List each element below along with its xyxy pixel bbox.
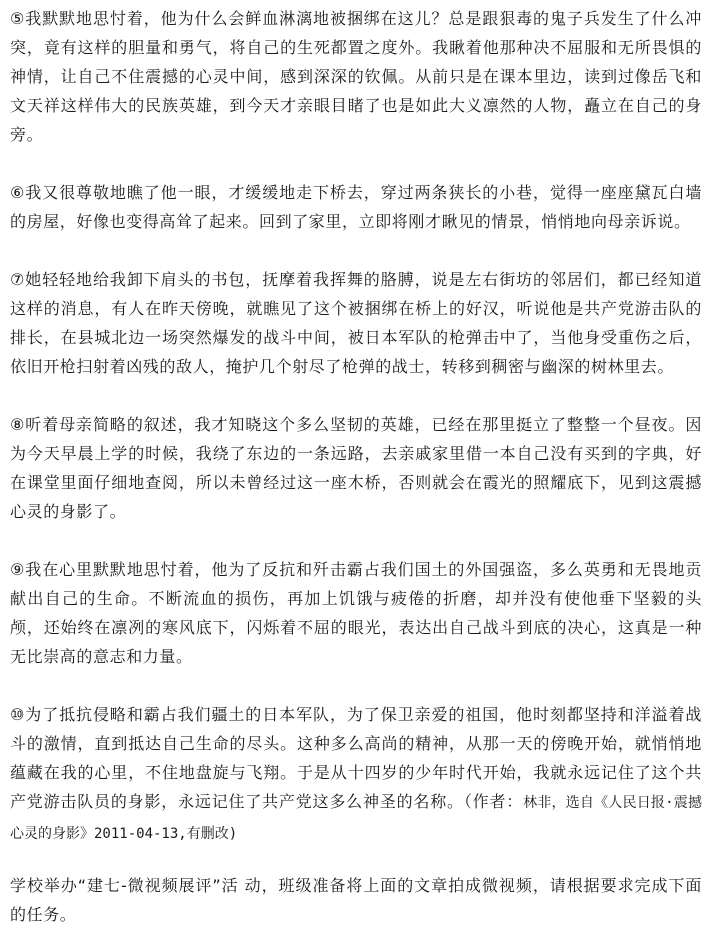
paragraph-6: ⑥我又很尊敬地瞧了他一眼，才缓缓地走下桥去，穿过两条狭长的小巷，觉得一座座黛瓦白墙的房屋，好像也变得高耸了起来。回到了家里，立即将刚才瞅见的情景，悄悄地向母亲诉说。: [10, 183, 702, 231]
paragraph-8: ⑧听着母亲简略的叙述，我才知晓这个多么坚韧的英雄，已经在那里挺立了整整一个昼夜。因为今天早晨上学的时候，我绕了东边的一条远路，去亲戚家里借一本自己没有买到的字典，好在课堂里面仔细地查阅，所以未曾经过这一座木桥，否则就会在霞光的照耀底下，见到这震撼心灵的身影了。: [10, 415, 702, 521]
paragraph-10: [10, 700, 702, 849]
paragraph-5: ⑤我默默地思忖着，他为什么会鲜血淋漓地被捆绑在这儿？总是跟狠毒的鬼子兵发生了什么冲突，竟有这样的胆量和勇气，将自己的生死都置之度外。我瞅着他那种决不屈服和无所畏惧的神情，让自己不住震撼的心灵中间，感到深深的钦佩。从前只是在课本里边，读到过像岳飞和文天祥这样伟大的民族英雄，到今天才亲眼目睹了也是如此大义凛然的人物，矗立在自己的身旁。: [10, 9, 702, 144]
paragraph-7: ⑦她轻轻地给我卸下肩头的书包，抚摩着我挥舞的胳膊，说是左右街坊的邻居们，都已经知道这样的消息，有人在昨天傍晚，就瞧见了这个被捆绑在桥上的好汉，听说他是共产党游击队的排长，在县城北边一场突然爆发的战斗中间，被日本军队的枪弹击中了，当他身受重伤之后，依旧开枪扫射着凶残的敌人，掩护几个射尽了枪弹的战士，转移到稠密与幽深的树林里去。: [10, 270, 702, 376]
task-intro: 学校举办“建七-微视频展评”活 动，班级准备将上面的文章拍成微视频，请根据要求完成下面的任务。: [10, 876, 702, 924]
paragraph-9: ⑨我在心里默默地思忖着，他为了反抗和歼击霸占我们国土的外国强盗，多么英勇和无畏地贡献出自己的生命。不断流血的损伤，再加上饥饿与疲倦的折磨，却并没有使他垂下坚毅的头颅，还始终在凛冽的寒风底下，闪烁着不屈的眼光，表达出自己战斗到底的决心，这真是一种无比崇高的意志和力量。: [10, 560, 702, 666]
article-byline: 林非，选自《人民日报·震撼心灵的身影》2011-04-13,有删改): [10, 795, 702, 842]
paragraph-10-body: ⑩为了抵抗侵略和霸占我们疆土的日本军队，为了保卫亲爱的祖国，他时刻都坚持和洋溢着战斗的激情，直到抵达自己生命的尽头。这种多么高尚的精神，从那一天的傍晚开始，就悄悄地蕴藏在我的心里，不住地盘旋与飞翔。于是从十四岁的少年时代开始，我就永远记住了这个共产党游击队员的身影，永远记住了共产党这多么神圣的名称。（作者：: [10, 705, 702, 811]
